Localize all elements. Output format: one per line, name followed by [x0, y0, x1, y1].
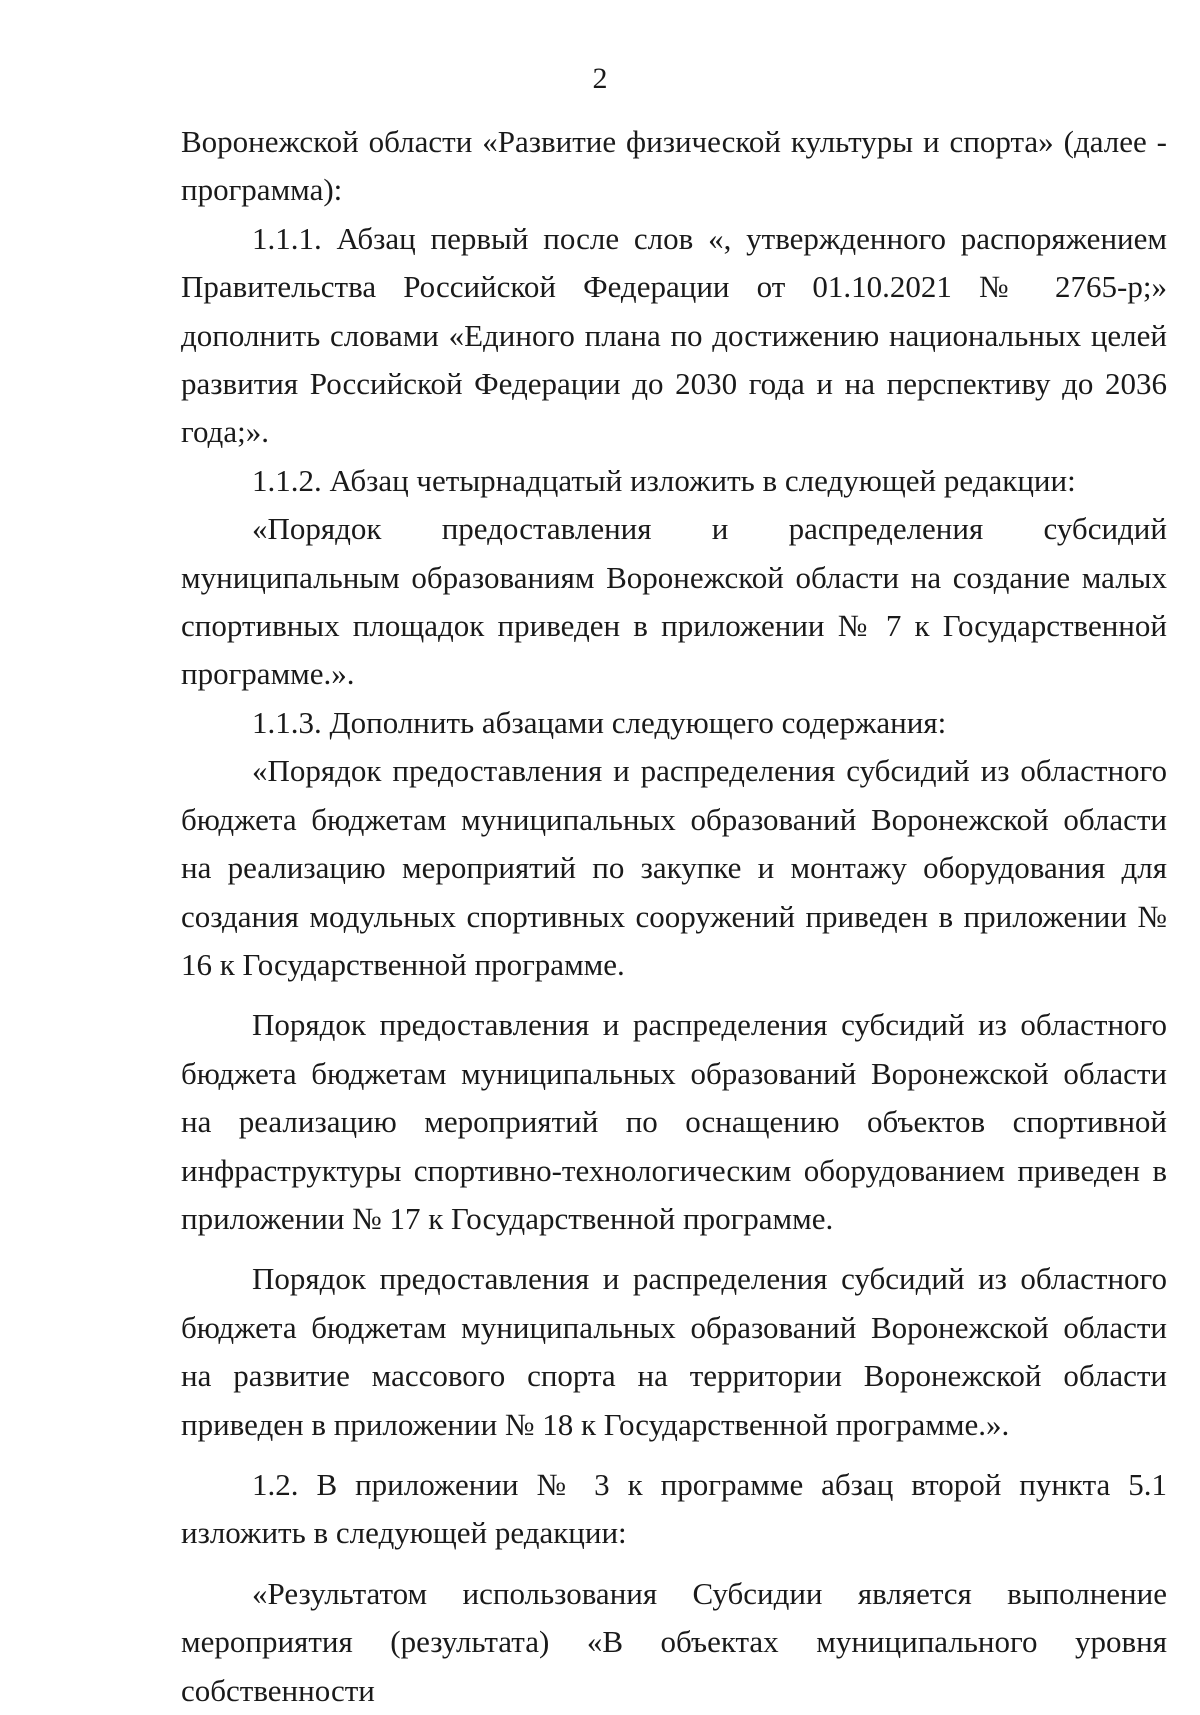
paragraph-order-17: Порядок предоставления и распределения субсидий из областного бюджета бюджетам муниципальных образований Воронежской области на реализацию мероприятий по оснащению объектов спортивной инфраструктуры спортивно-технологическим оборудованием приведен в приложении № 17 к Государственной программе.	[181, 1007, 1167, 1236]
paragraph-1-1-2: 1.1.2. Абзац четырнадцатый изложить в следующей редакции:	[252, 462, 1076, 498]
page-number: 2	[592, 62, 608, 95]
paragraph-1-1-1: 1.1.1. Абзац первый после слов «, утвержденного распоряжением Правительства Российской Федерации от 01.10.2021 № 2765-р;» дополнить словами «Единого плана по достижению национальных целей развития Российской Федерации до 2030 года и на перспективу до 2036 года;».	[181, 220, 1167, 450]
paragraph-continuation: Воронежской области «Развитие физической культуры и спорта» (далее - программа):	[181, 124, 1167, 208]
paragraph-order-18: Порядок предоставления и распределения субсидий из областного бюджета бюджетам муниципальных образований Воронежской области на развитие массового спорта на территории Воронежской области приведен в приложении № 18 к Государственной программе.».	[181, 1261, 1167, 1442]
document-body	[181, 118, 1167, 1715]
paragraph-1-1-3: 1.1.3. Дополнить абзацами следующего содержания:	[252, 704, 947, 740]
paragraph-result-quote: «Результатом использования Субсидии является выполнение мероприятия (результата) «В объектах муниципального уровня собственности	[181, 1575, 1167, 1708]
paragraph-quote-order-7: «Порядок предоставления и распределения субсидий муниципальным образованиям Воронежской области на создание малых спортивных площадок приведен в приложении № 7 к Государственной программе.».	[181, 511, 1167, 692]
paragraph-1-2: 1.2. В приложении № 3 к программе абзац второй пункта 5.1 изложить в следующей редакции:	[181, 1466, 1167, 1551]
paragraph-quote-order-16: «Порядок предоставления и распределения субсидий из областного бюджета бюджетам муниципальных образований Воронежской области на реализацию мероприятий по закупке и монтажу оборудования для создания модульных спортивных сооружений приведен в приложении № 16 к Государственной программе.	[181, 753, 1167, 982]
